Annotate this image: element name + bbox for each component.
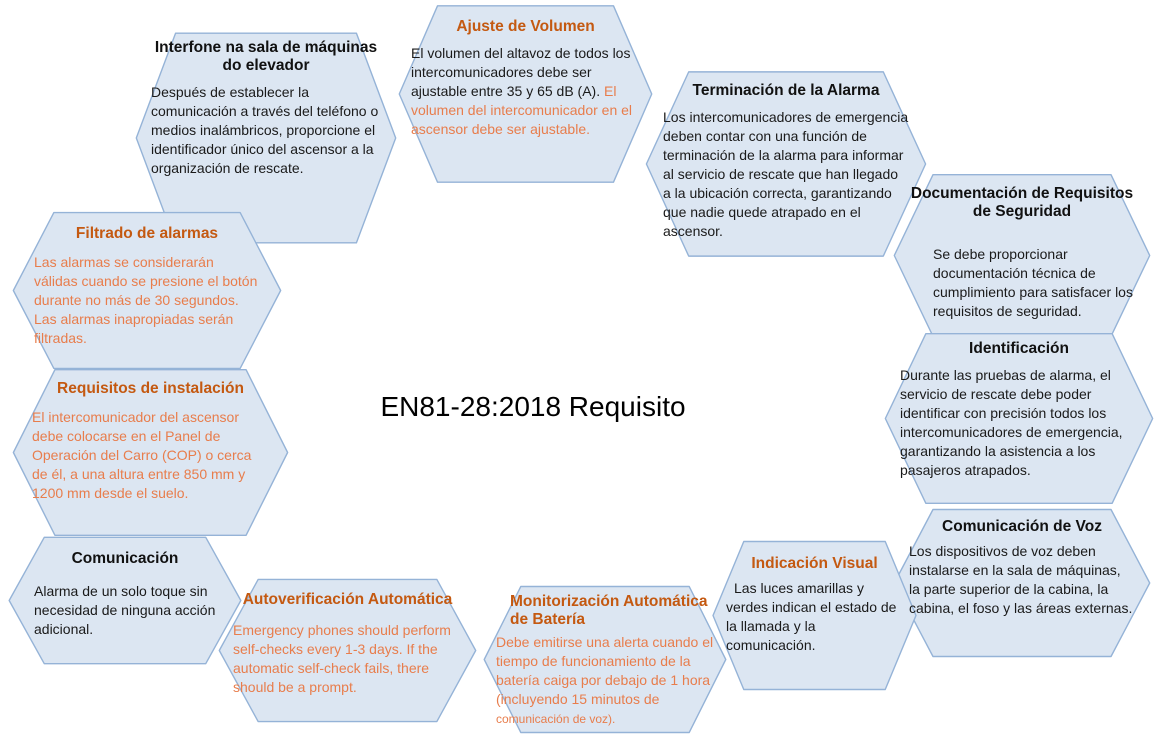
hex-body xyxy=(663,108,909,241)
hex-terminacion-de-la-alarma xyxy=(645,70,927,258)
hex-title: Identificación xyxy=(969,340,1069,357)
hex-body xyxy=(34,253,260,348)
hex-body-text: Los dispositivos de voz deben instalarse en la sala de máquinas, la parte superior de la cabina, la cabina, el foso y las áreas externas. xyxy=(909,543,1133,616)
hex-title: Filtrado de alarmas xyxy=(75,225,219,242)
hex-identificacion xyxy=(884,332,1154,505)
hex-filtrado-de-alarmas xyxy=(12,211,282,370)
hex-title: Comunicación xyxy=(71,550,179,567)
hex-body xyxy=(411,44,640,139)
hex-body xyxy=(32,408,269,503)
hex-body xyxy=(726,579,903,655)
hex-comunicacion xyxy=(8,536,242,665)
hex-title: Interfone na sala de máquinas do elevador xyxy=(154,39,378,74)
hex-body-text: Se debe proporcionar documentación técnica de cumplimiento para satisfacer los requisitos de seguridad. xyxy=(933,246,1133,319)
hex-documentacion-requisitos-seguridad xyxy=(893,173,1151,338)
hex-body xyxy=(909,542,1135,618)
hex-body xyxy=(900,366,1138,480)
hex-body-text: Las luces amarillas y verdes indican el estado de la llamada y la comunicación. xyxy=(726,580,897,653)
hex-title: Requisitos de instalación xyxy=(57,380,244,397)
hex-body-text: Emergency phones should perform self-checks every 1-3 days. If the automatic self-check fails, there should be a prompt. xyxy=(233,622,451,695)
hex-title: Indicación Visual xyxy=(751,555,878,572)
hex-body-text-small: comunicación de voz). xyxy=(496,712,616,726)
hex-body-text: Las alarmas se considerarán válidas cuando se presione el botón durante no más de 30 segundos. Las alarmas inapropiadas serán filtradas. xyxy=(34,254,258,346)
hex-body-text: Los intercomunicadores de emergencia deben contar con una función de terminación de la alarma para informar al servicio de rescate que han llegado a la ubicación correcta, garantizando que nadie quede atrapado en el ascensor. xyxy=(663,109,909,239)
hex-body-text-orange: El volumen del intercomunicador en el ascensor debe ser ajustable. xyxy=(411,83,633,137)
hex-title: Monitorización Automática de Batería xyxy=(510,593,708,628)
hex-title: Ajuste de Volumen xyxy=(456,18,595,35)
hex-body-text: El volumen del altavoz de todos los intercomunicadores debe ser ajustable entre 35 y 65 dB (A). xyxy=(411,45,631,99)
hex-body-text: Después de establecer la comunicación a través del teléfono o medios inalámbricos, proporcione el identificador único del ascensor a la organización de rescate. xyxy=(151,84,379,176)
hex-title: Terminación de la Alarma xyxy=(692,82,880,99)
hex-monitorizacion-automatica-bateria xyxy=(483,585,727,734)
diagram-title: EN81-28:2018 Requisito xyxy=(380,391,686,422)
hex-title: Documentación de Requisitos de Seguridad xyxy=(910,185,1134,220)
hex-body xyxy=(933,245,1135,321)
hex-body xyxy=(496,633,714,729)
hex-title: Autoverificación Automática xyxy=(242,591,453,608)
hex-body-text: El intercomunicador del ascensor debe colocarse en el Panel de Operación del Carro (COP) o cerca de él, a una altura entre 850 mm y 1200 mm desde el suelo. xyxy=(32,409,252,501)
hex-body xyxy=(233,621,462,697)
hex-body-text: Durante las pruebas de alarma, el servicio de rescate debe poder identificar con precisión todos los intercomunicadores de emergencia, garantizando la asistencia a los pasajeros atrapados. xyxy=(900,367,1123,478)
hex-body-text: Alarma de un solo toque sin necesidad de ninguna acción adicional. xyxy=(34,583,216,637)
hex-autoverificacion-automatica xyxy=(218,578,477,723)
hex-body-text: Debe emitirse una alerta cuando el tiempo de funcionamiento de la batería caiga por debajo de 1 hora (incluyendo 15 minutos de xyxy=(496,634,714,707)
hex-comunicacion-de-voz xyxy=(893,508,1151,658)
hex-body xyxy=(151,83,381,178)
hex-body xyxy=(34,582,216,639)
hex-indicacion-visual xyxy=(712,540,917,691)
hex-requisitos-de-instalacion xyxy=(12,368,289,537)
hex-title: Comunicación de Voz xyxy=(942,518,1102,535)
hex-ajuste-de-volumen xyxy=(398,4,653,184)
